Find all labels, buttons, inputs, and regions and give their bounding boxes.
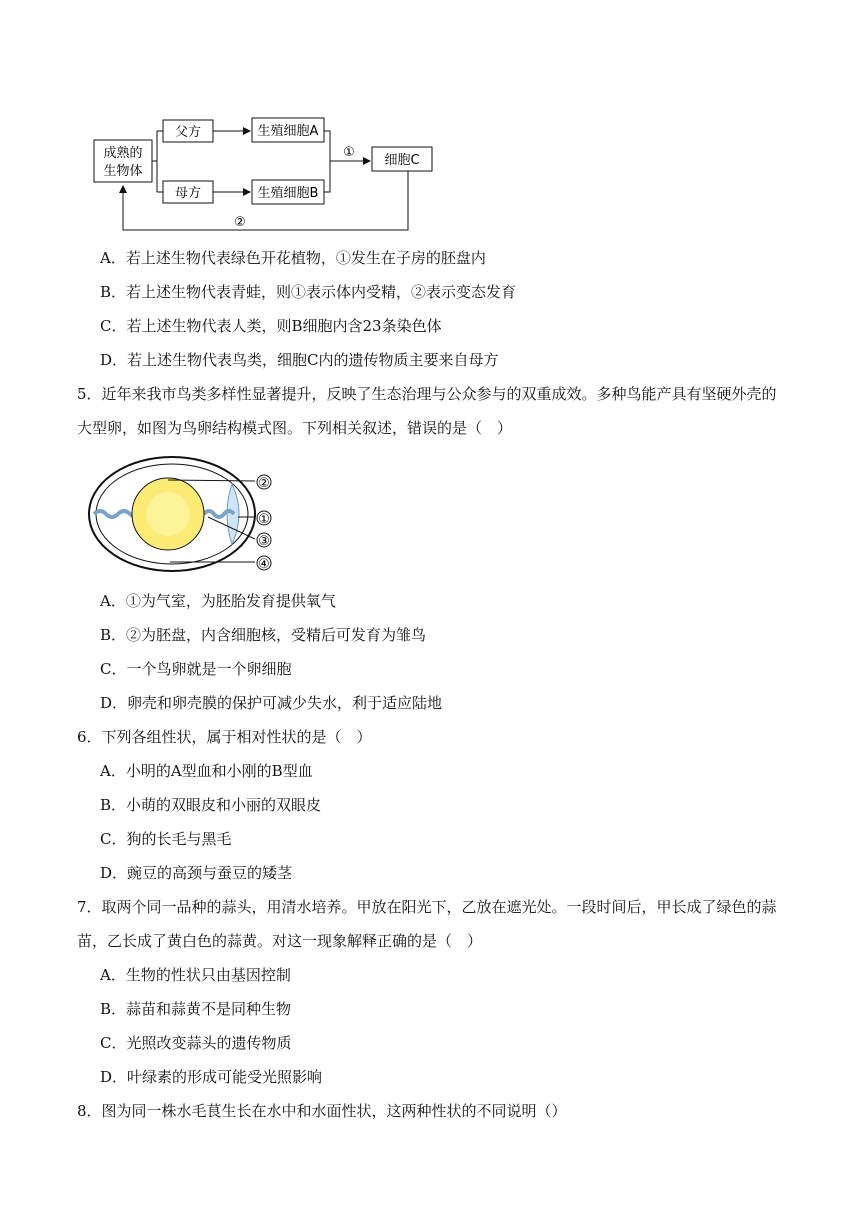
q6-option-c[interactable]: C．狗的长毛与黑毛 (100, 830, 232, 848)
egg-label-3: ③ (258, 534, 270, 549)
q5-stem-line1: 5．近年来我市鸟类多样性显著提升，反映了生态治理与公众参与的双重成效。多种鸟能产具有坚硬外壳的 (77, 385, 777, 403)
q7-option-b[interactable]: B．蒜苗和蒜黄不是同种生物 (100, 1000, 292, 1018)
q5-option-b[interactable]: B．②为胚盘，内含细胞核，受精后可发育为雏鸟 (100, 626, 427, 644)
q7-option-c[interactable]: C．光照改变蒜头的遗传物质 (100, 1034, 292, 1052)
father-label: 父方 (174, 125, 202, 140)
q4-option-b[interactable]: B．若上述生物代表青蛙，则①表示体内受精，②表示变态发育 (100, 283, 517, 301)
q6-option-a[interactable]: A．小明的A型血和小刚的B型血 (100, 762, 313, 780)
organism-label-2: 生物体 (103, 164, 143, 179)
q7-option-d[interactable]: D．叶绿素的形成可能受光照影响 (100, 1068, 323, 1086)
q7-option-a[interactable]: A．生物的性状只由基因控制 (100, 966, 291, 984)
mother-label: 母方 (174, 186, 202, 201)
germ-cell-b-label: 生殖细胞B (257, 186, 319, 201)
q8-stem: 8．图为同一株水毛茛生长在水中和水面性状，这两种性状的不同说明（） (77, 1102, 567, 1120)
q6-stem: 6．下列各组性状，属于相对性状的是（ ） (77, 728, 372, 746)
egg-label-1: ① (258, 512, 270, 527)
q6-option-d[interactable]: D．豌豆的高颈与蚕豆的矮茎 (100, 864, 293, 882)
q5-option-d[interactable]: D．卵壳和卵壳膜的保护可减少失水，利于适应陆地 (100, 694, 443, 712)
egg-label-2: ② (258, 476, 270, 491)
organism-label-1: 成熟的 (103, 146, 143, 161)
step1-label: ① (343, 145, 355, 160)
reproduction-flow-diagram (0, 0, 868, 240)
egg-label-4: ④ (258, 557, 270, 572)
q5-stem-line2: 大型卵，如图为鸟卵结构模式图。下列相关叙述，错误的是（ ） (77, 419, 513, 437)
q5-option-a[interactable]: A．①为气室，为胚胎发育提供氧气 (100, 592, 336, 610)
bird-egg-diagram (0, 450, 868, 580)
q5-option-c[interactable]: C．一个鸟卵就是一个卵细胞 (100, 660, 292, 678)
q7-stem-line1: 7．取两个同一品种的蒜头，用清水培养。甲放在阳光下，乙放在遮光处。一段时间后，甲长成了绿色的蒜 (77, 898, 777, 916)
step2-label: ② (234, 215, 246, 230)
q7-stem-line2: 苗，乙长成了黄白色的蒜黄。对这一现象解释正确的是（ ） (77, 932, 483, 950)
q6-option-b[interactable]: B．小萌的双眼皮和小丽的双眼皮 (100, 796, 322, 814)
germ-cell-a-label: 生殖细胞A (257, 124, 319, 139)
q4-option-a[interactable]: A．若上述生物代表绿色开花植物，①发生在子房的胚盘内 (100, 249, 486, 267)
q4-option-c[interactable]: C．若上述生物代表人类，则B细胞内含23条染色体 (100, 317, 442, 335)
q4-option-d[interactable]: D．若上述生物代表鸟类，细胞C内的遗传物质主要来自母方 (100, 351, 499, 369)
cell-c-label: 细胞C (384, 153, 420, 168)
